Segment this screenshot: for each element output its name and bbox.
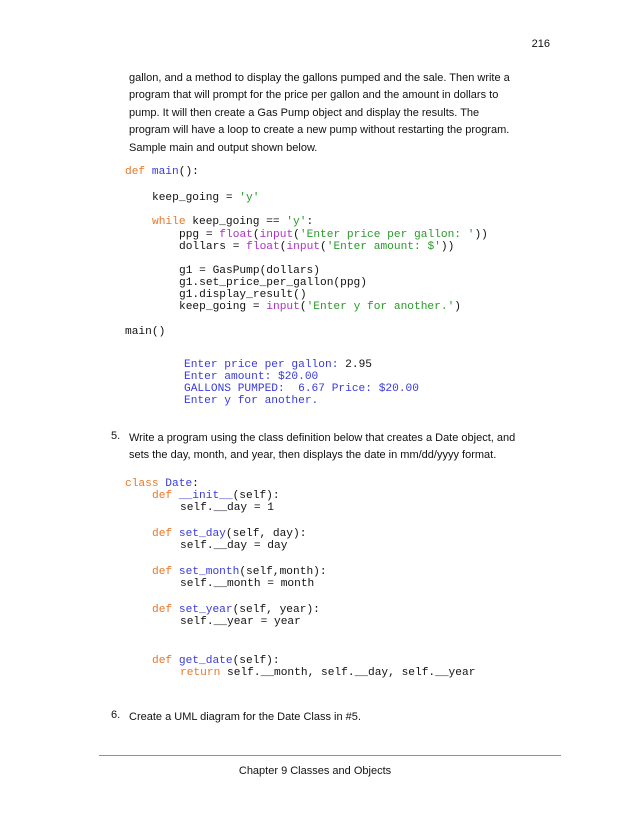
code-line <box>152 566 327 578</box>
string-literal: 'y' <box>286 216 307 228</box>
code-line <box>179 301 461 313</box>
code-text: self.__month, self.__day, self.__year <box>220 667 476 679</box>
item-line: Write a program using the class definition below that creates a Date object, and <box>129 432 516 444</box>
code-line <box>152 604 320 616</box>
keyword: def <box>152 655 173 667</box>
string-literal: 'Enter price per gallon: ' <box>299 229 475 241</box>
code-text: : <box>306 216 314 228</box>
intro-line: program that will prompt for the price per gallon and the amount in dollars to <box>129 89 499 102</box>
code-text: : <box>192 478 199 490</box>
intro-paragraph <box>129 70 529 157</box>
code-line <box>125 478 199 490</box>
code-text: ( <box>299 301 307 313</box>
function-name: set_year <box>178 604 233 616</box>
code-line <box>152 655 280 667</box>
code-text: ( <box>252 229 260 241</box>
function-name: main <box>151 166 179 178</box>
intro-line: pump. It will then create a Gas Pump object and display the results. The <box>129 106 480 119</box>
code-text: ppg = <box>179 229 220 241</box>
intro-line: gallon, and a method to display the gallons pumped and the sale. Then write a <box>129 72 510 84</box>
code-text: )) <box>474 229 488 241</box>
code-line <box>152 192 259 204</box>
code-line: self.__year = year <box>180 616 301 628</box>
string-literal: 'Enter amount: $' <box>326 241 441 253</box>
item6-text: Create a UML diagram for the Date Class in #5. <box>129 711 361 723</box>
output-line: GALLONS PUMPED: 6.67 Price: $20.00 <box>184 383 419 395</box>
keyword: def <box>125 166 146 178</box>
code-line: self.__day = day <box>180 540 288 552</box>
keyword: def <box>152 490 173 502</box>
keyword: class <box>125 478 159 490</box>
code-text: dollars = <box>179 241 247 253</box>
keyword: def <box>152 604 173 616</box>
item-line: sets the day, month, and year, then displays the date in mm/dd/yyyy format. <box>129 449 497 462</box>
code-text: (self, year): <box>232 604 320 616</box>
code-text: ( <box>320 241 327 253</box>
code-text: ) <box>454 301 461 313</box>
footer-chapter-title: Chapter 9 Classes and Objects <box>238 765 392 777</box>
code-line: g1.set_price_per_gallon(ppg) <box>179 277 367 289</box>
string-literal: 'y' <box>239 192 260 204</box>
output-value: 2.95 <box>345 359 372 371</box>
code-line: g1.display_result() <box>179 289 307 301</box>
code-text: (self, day): <box>225 528 307 540</box>
code-line <box>180 667 475 679</box>
code-text: keep_going = <box>152 192 240 204</box>
intro-line: Sample main and output shown below. <box>129 141 318 154</box>
code-line: self.__day = 1 <box>180 502 274 514</box>
keyword: def <box>152 566 173 578</box>
output-line: Enter y for another. <box>184 395 319 407</box>
code-text: (self,month): <box>239 566 327 578</box>
item-number: 6. <box>111 709 121 721</box>
builtin: input <box>286 241 321 253</box>
code-text: (self): <box>232 655 280 667</box>
builtin: input <box>266 301 300 313</box>
builtin: float <box>246 241 280 253</box>
footer-rule <box>99 755 561 756</box>
code-line <box>179 229 488 241</box>
keyword: def <box>152 528 173 540</box>
intro-line: program will have a loop to create a new pump without restarting the program. <box>129 124 510 137</box>
code-line <box>152 528 306 540</box>
item5-text <box>129 430 539 465</box>
code-text: (): <box>178 166 199 178</box>
code-text: (self): <box>232 490 280 502</box>
code-text: keep_going == <box>185 216 287 228</box>
code-line <box>152 490 280 502</box>
keyword: while <box>152 216 186 228</box>
code-text: ( <box>279 241 287 253</box>
function-name: get_date <box>178 655 233 667</box>
code-line <box>125 166 199 178</box>
code-line <box>152 216 313 228</box>
code-line <box>179 241 454 253</box>
code-text: )) <box>440 241 455 253</box>
builtin: float <box>219 229 253 241</box>
output-label: Enter price per gallon: <box>184 359 346 371</box>
code-line: g1 = GasPump(dollars) <box>179 265 320 277</box>
function-name: __init__ <box>178 490 233 502</box>
function-name: set_month <box>178 566 240 578</box>
code-line: main() <box>125 326 166 338</box>
builtin: input <box>259 229 294 241</box>
string-literal: 'Enter y for another.' <box>306 301 455 313</box>
code-text: keep_going = <box>179 301 267 313</box>
code-line: self.__month = month <box>180 578 315 590</box>
output-line: Enter amount: $20.00 <box>184 371 319 383</box>
keyword: return <box>180 667 221 679</box>
page-number: 216 <box>531 38 550 50</box>
class-name: Date <box>165 478 193 490</box>
code-text: ( <box>293 229 300 241</box>
item-number: 5. <box>111 430 121 442</box>
function-name: set_day <box>178 528 226 540</box>
output-line <box>184 359 372 371</box>
